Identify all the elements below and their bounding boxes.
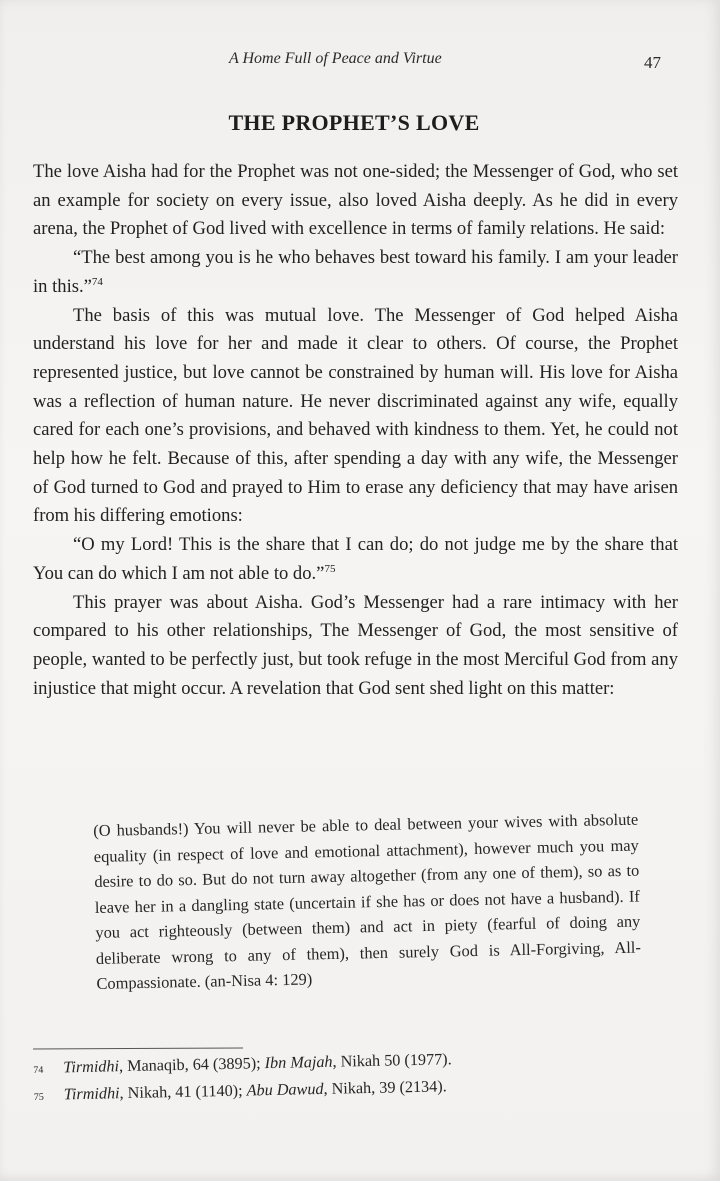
- footnote-text: Tirmidhi, Nikah, 41 (1140); Abu Dawud, Nikah, 39 (2134).: [63, 1077, 447, 1104]
- paragraph-text: This prayer was about Aisha. God’s Messenger had a rare intimacy with her compared to his other relationships, The Messenger of God, the most sensitive of people, wanted to be perfectly just, but took refuge in the most Merciful God from any injustice that might occur. A revelation that God sent shed light on this matter:: [33, 591, 678, 699]
- paragraph-text: “O my Lord! This is the share that I can do; do not judge me by the share that You can do which I am not able to do.”: [33, 534, 678, 584]
- paragraph: [33, 589, 678, 704]
- running-head: A Home Full of Peace and Virtue: [229, 50, 442, 67]
- paragraph-text: The love Aisha had for the Prophet was not one-sided; the Messenger of God, who set an example for society on every issue, also loved Aisha deeply. As he did in every arena, the Prophet of God lived with excellence in terms of family relations. He said:: [33, 161, 678, 240]
- paragraph: [33, 302, 678, 532]
- paragraph-text: “The best among you is he who behaves best toward his family. I am your leader in this.”: [33, 247, 678, 297]
- quoted-prayer: [33, 531, 678, 588]
- quoted-hadith: [33, 244, 678, 301]
- paragraph-text: The basis of this was mutual love. The Messenger of God helped Aisha understand his love for her and made it clear to others. Of course, the Prophet represented justice, but love cannot be constrained by human will. His love for Aisha was a reflection of human nature. He never discriminated against any wife, equally cared for each one’s provisions, and behaved with kindness to them. Yet, he could not help how he felt. Because of this, after spending a day with any wife, the Messenger of God turned to God and prayed to Him to erase any deficiency that may have arisen from his differing emotions:: [33, 304, 678, 527]
- footnotes: [33, 1044, 594, 1110]
- paragraph: [33, 158, 678, 244]
- page-number: 47: [644, 53, 661, 72]
- body-text: [33, 158, 678, 703]
- footnote-divider: [33, 1047, 243, 1049]
- footnote-number: 75: [33, 1091, 44, 1103]
- footnote-text: Tirmidhi, Manaqib, 64 (3895); Ibn Majah, Nikah 50 (1977).: [63, 1050, 452, 1077]
- footnote-ref[interactable]: 74: [91, 275, 103, 288]
- footnote-number: 74: [33, 1064, 44, 1076]
- block-quote: (O husbands!) You will never be able to deal between your wives with absolute equality (in respect of love and emotional attachment), however much you may desire to do so. But do not turn away altogether (from any one of them), so as to leave her in a dangling state (uncertain if she has or does not have a husband). If you act righteously (between them) and act in piety (fearful of doing any deliberate wrong to any of them), then surely God is All-Forgiving, All-Compassionate. (an-Nisa 4: 129): [93, 809, 642, 993]
- section-title: THE PROPHET’S LOVE: [228, 110, 480, 135]
- footnote-ref[interactable]: 75: [324, 562, 336, 575]
